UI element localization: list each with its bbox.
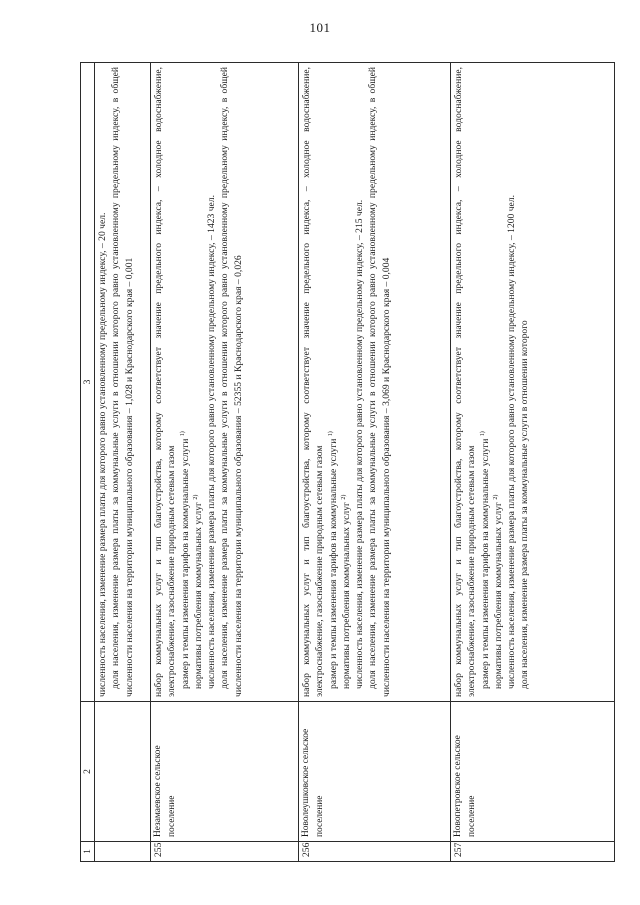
text-line: доля населения, изменение размера платы за коммунальные услуги в отношении которого равно установленному предельному индексу, в общей численности населения на территории муниципального образования – 52355 и Краснодарского края – 0,026 [219, 67, 244, 697]
row-number-cell: 257 [451, 842, 615, 862]
footnote-mark: 1) [179, 431, 186, 437]
footnote-mark: 2) [192, 494, 199, 500]
text-line [479, 67, 492, 697]
text-line: численность населения, изменение размера платы для которого равно установленному предельному индексу, – 215 чел. [354, 199, 366, 689]
rotated-table-frame [80, 62, 615, 862]
text-line: численность населения, изменение размера платы для которого равно установленному предельному индексу, – 1200 чел. [506, 195, 518, 689]
text-line: набор коммунальных услуг и тип благоустройства, которому соответствует значение предельного индекса, – холодное водоснабжение, электроснабжение, газоснабжение природным сетевым газом [453, 67, 478, 697]
text-line [492, 67, 505, 697]
table-row [151, 63, 299, 862]
text-line: набор коммунальных услуг и тип благоустройства, которому соответствует значение предельного индекса, – холодное водоснабжение, электроснабжение, газоснабжение природным сетевым газом [301, 67, 326, 697]
text-line-main: размер и темпы изменения тарифов на коммунальные услуги [479, 438, 491, 689]
text-line [327, 67, 340, 697]
text-line: численность населения, изменение размера платы для которого равно установленному предельному индексу, – 20 чел. [97, 212, 109, 697]
text-line: доля населения, изменение размера платы за коммунальные услуги в отношении которого равно установленному предельному индексу, в общей численности населения на территории муниципального образования – 1,028 и Краснодарского края – 0,001 [110, 67, 135, 697]
municipality-cell: Новопетровское сельское поселение [451, 702, 615, 842]
text-line [192, 67, 205, 697]
footnote-mark: 2) [492, 494, 499, 500]
text-line-main: нормативы потребления коммунальных услуг [192, 502, 204, 689]
row-number-cell: 255 [151, 842, 299, 862]
rotated-table-content [80, 62, 615, 862]
municipality-cell: Новолеушковское сельское поселение [299, 702, 451, 842]
description-cell [451, 63, 615, 702]
page-number: 101 [309, 20, 331, 35]
footnote-mark: 1) [327, 431, 334, 437]
header-col-2: 2 [81, 702, 95, 842]
table-header-row [81, 63, 95, 862]
table-row-continuation [95, 63, 151, 862]
text-line-main: размер и темпы изменения тарифов на коммунальные услуги [327, 438, 339, 689]
table-row [451, 63, 615, 862]
description-cell [95, 63, 151, 702]
municipality-cell [95, 702, 151, 842]
row-number-cell [95, 842, 151, 862]
text-line: численность населения, изменение размера платы для которого равно установленному предельному индексу, – 1423 чел. [206, 195, 218, 689]
document-table [80, 62, 615, 862]
footnote-mark: 1) [479, 431, 486, 437]
header-col-3: 3 [81, 63, 95, 702]
description-cell [299, 63, 451, 702]
table-row [299, 63, 451, 862]
text-line: набор коммунальных услуг и тип благоустройства, которому соответствует значение предельного индекса, – холодное водоснабжение, электроснабжение, газоснабжение природным сетевым газом [153, 67, 178, 697]
row-number-cell: 256 [299, 842, 451, 862]
text-line: доля населения, изменение размера платы за коммунальные услуги в отношении которого равно установленному предельному индексу, в общей численности населения на территории муниципального образования – 3,069 и Краснодарского края – 0,004 [367, 67, 392, 697]
municipality-cell: Незамаевское сельское поселение [151, 702, 299, 842]
footnote-mark: 2) [340, 494, 347, 500]
text-line [340, 67, 353, 697]
text-line-main: нормативы потребления коммунальных услуг [340, 502, 352, 689]
text-line [179, 67, 192, 697]
description-cell [151, 63, 299, 702]
text-line-main: размер и темпы изменения тарифов на коммунальные услуги [179, 438, 191, 689]
text-line: доля населения, изменение размера платы за коммунальные услуги в отношении которого [519, 320, 531, 689]
text-line-main: нормативы потребления коммунальных услуг [492, 502, 504, 689]
header-col-1: 1 [81, 842, 95, 862]
